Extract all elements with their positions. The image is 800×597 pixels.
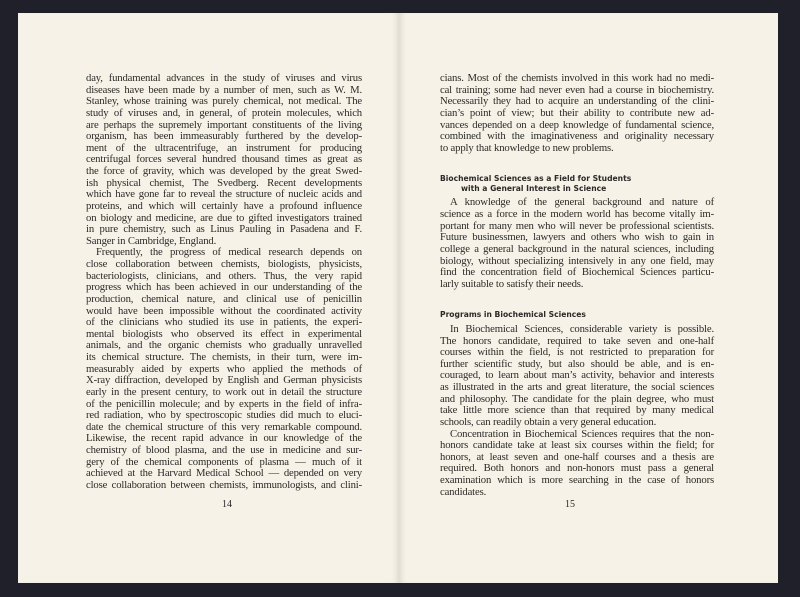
- page-number: 15: [565, 499, 575, 510]
- section-heading-line: Biochemical Sciences as a Field for Students: [440, 174, 632, 184]
- text-line: Likewise, the recent rapid advance in our knowledge of the: [86, 432, 362, 445]
- text-line: of the clinicians who studied its use in patients, the experi-: [86, 316, 362, 329]
- text-line: achieved at the Harvard Medical School — depended on very: [86, 467, 362, 480]
- text-line: centrifugal forces several hundred thousand times as great as: [86, 153, 362, 166]
- paragraph: [440, 324, 714, 429]
- text-line: and philosophy. The candidate for the plain degree, who must: [440, 392, 714, 405]
- text-line: Necessarily they had to acquire an understanding of the clini-: [440, 95, 714, 108]
- text-line: day, fundamental advances in the study of viruses and virus: [86, 72, 362, 84]
- text-line: early in the present century, to work out in detail the structure: [86, 385, 362, 398]
- text-line: cians. Most of the chemists involved in this work had no medi-: [440, 72, 714, 84]
- paragraph: [440, 197, 714, 290]
- text-line: which have gone far to reveal the structure of nucleic acids and: [86, 188, 362, 201]
- text-line: Sanger in Cambridge, England.: [86, 234, 217, 247]
- section-heading: [440, 174, 714, 193]
- paragraph: [86, 247, 362, 491]
- text-line: vances depended on a deep knowledge of fundamental science,: [440, 118, 714, 131]
- text-line: further scientific study, but also should be able, and is en-: [440, 357, 714, 370]
- text-line: bacteriologists, clinicians, and others. Thus, the very rapid: [86, 269, 362, 282]
- text-line: diseases have been made by a number of men, such as W. M.: [86, 83, 362, 96]
- text-line: mental biologists who observed its effect in experimental: [86, 327, 362, 340]
- text-line: would have been impossible without the coordinated activity: [86, 304, 362, 317]
- right-page-text: [440, 73, 714, 498]
- text-line: are perhaps the supremely important constituents of the living: [86, 118, 362, 131]
- text-line: couraged, to learn about man’s activity, behavior and interests: [440, 369, 714, 382]
- section-heading-line: Programs in Biochemical Sciences: [440, 310, 586, 320]
- text-line: combined with the imaginativeness and originality necessary: [440, 130, 714, 143]
- text-line: in pure chemistry, such as Linus Pauling in Pasadena and F.: [86, 223, 362, 236]
- text-line: In Biochemical Sciences, considerable variety is possible.: [450, 322, 714, 335]
- text-line: proteins, and which will certainly have a profound influence: [86, 199, 362, 212]
- page-number: 14: [222, 499, 232, 510]
- text-line: Stanley, whose training was purely chemical, not medical. The: [86, 95, 362, 108]
- text-line: animals, and the organic chemists who gradually unravelled: [86, 339, 362, 352]
- text-line: date the chemical structure of this very remarkable compound.: [86, 420, 362, 433]
- paragraph: [86, 73, 362, 247]
- section-heading: [440, 310, 714, 320]
- text-line: measurably aided by experts who applied the methods of: [86, 362, 362, 375]
- text-line: required. Both honors and non-honors must pass a general: [440, 462, 714, 475]
- text-line: cal training; some had never even had a course in biochemistry.: [440, 83, 714, 96]
- text-line: ish physical chemist, The Svedberg. Recent developments: [86, 176, 362, 189]
- left-page: [18, 13, 399, 583]
- section-heading-line: with a General Interest in Science: [461, 183, 607, 193]
- text-line: ment of the ultracentrifuge, an instrument for producing: [86, 141, 362, 154]
- text-line: honors candidate take at least six courses within the field; for: [440, 439, 714, 452]
- text-line: X-ray diffraction, developed by English and German physicists: [86, 374, 362, 387]
- text-line: to apply that knowledge to new problems.: [440, 141, 614, 154]
- text-line: chemistry of blood plasma, and the use in medicine and sur-: [86, 444, 362, 456]
- text-line: progress which has been achieved in our understanding of the: [86, 281, 362, 294]
- paragraph: [440, 73, 714, 154]
- text-line: study of viruses and, in general, of protein molecules, which: [86, 106, 362, 119]
- paragraph: [440, 429, 714, 499]
- text-line: candidates.: [440, 485, 487, 498]
- text-line: A knowledge of the general background and nature of: [450, 196, 714, 209]
- text-line: science as a force in the modern world has become vitally im-: [440, 208, 714, 220]
- text-line: red radiation, who by spectroscopic studies did much to eluci-: [86, 409, 362, 422]
- right-page: [399, 13, 778, 583]
- text-line: Frequently, the progress of medical research depends on: [96, 246, 362, 259]
- text-line: gery of the chemical components of plasma — much of it: [86, 455, 362, 468]
- text-line: of the penicillin molecule; and by experts in the field of infra-: [86, 397, 362, 410]
- text-line: take little more science than that required by many medical: [440, 404, 714, 417]
- text-line: on biology and medicine, are due to gifted investigators trained: [86, 211, 362, 224]
- text-line: courses within the field, is not restricted to preparation for: [440, 346, 714, 359]
- text-line: close collaboration between chemists, biologists, physicists,: [86, 258, 362, 270]
- text-line: schools, can readily obtain a very general education.: [440, 415, 657, 428]
- text-line: close collaboration between chemists, immunologists, and clini-: [86, 478, 362, 491]
- text-line: cian’s point of view; but their ability to contribute new ad-: [440, 106, 714, 119]
- text-line: production, chemical nature, and clinical use of penicillin: [86, 292, 362, 305]
- text-line: the force of gravity, which was developed by the great Swed-: [86, 165, 362, 177]
- left-page-text: [86, 73, 362, 492]
- text-line: portant for many men who will never be professional scientists.: [440, 219, 714, 232]
- text-line: organism, has been immeasurably furthered by the develop-: [86, 130, 362, 143]
- text-line: honors, at least seven and one-half courses and a thesis are: [440, 450, 714, 463]
- text-line: larly suitable to satisfy their needs.: [440, 277, 584, 290]
- text-line: its chemical structure. The chemists, in their turn, were im-: [86, 351, 362, 363]
- text-line: find the concentration field of Biochemical Sciences particu-: [440, 266, 714, 279]
- text-line: Future businessmen, lawyers and others who wish to gain in: [440, 231, 714, 244]
- text-line: college a general background in the natural sciences, including: [440, 242, 714, 255]
- text-line: biology, without specializing intensively in any one field, may: [440, 254, 714, 267]
- text-line: Concentration in Biochemical Sciences requires that the non-: [450, 427, 714, 440]
- text-line: The honors candidate, required to take seven and one-half: [440, 334, 714, 347]
- text-line: as illustrated in the arts and great literature, the social sciences: [440, 381, 714, 393]
- text-line: examination which is more searching in the case of honors: [440, 474, 714, 486]
